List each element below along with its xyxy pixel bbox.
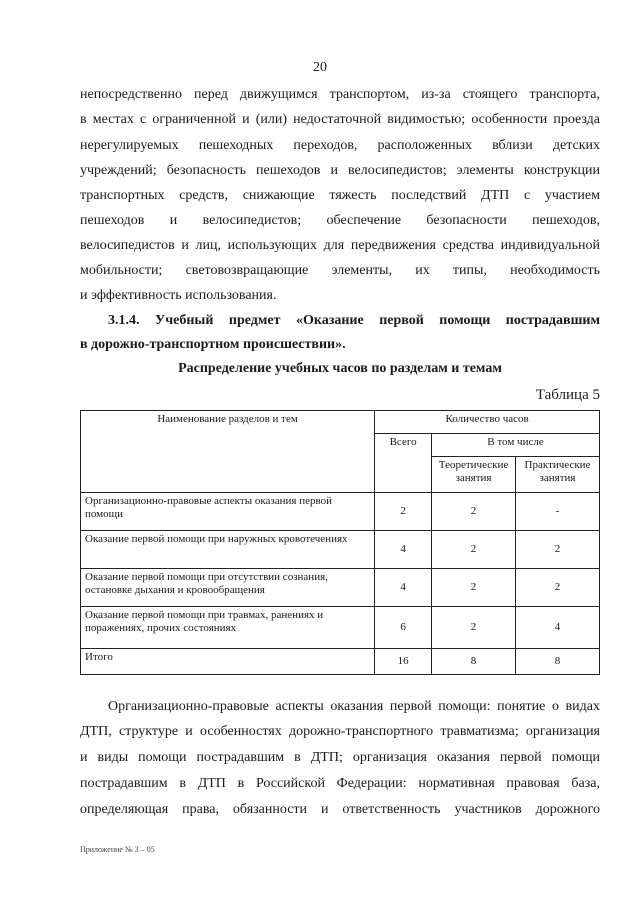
row-practice: 2: [516, 569, 600, 607]
table-row: [81, 569, 600, 607]
text-line: велосипедистов и лиц, использующих для передвижения средства индивидуальной: [80, 238, 600, 253]
text-line: и виды помощи пострадавшим в ДТП; организация оказания первой помощи: [80, 750, 600, 765]
table-row-total: [81, 649, 600, 675]
row-practice: -: [516, 493, 600, 531]
table-label: Таблица 5: [535, 387, 600, 403]
text-line: Организационно-правовые аспекты оказания первой помощи: понятие о видах: [108, 699, 600, 714]
row-theory: 8: [432, 649, 516, 675]
row-total: 6: [375, 607, 432, 649]
row-total: 4: [375, 531, 432, 569]
page-footer: Приложение № 3 – 05: [80, 845, 155, 854]
table-row: [81, 607, 600, 649]
header-theory: Теоретические занятия: [432, 457, 516, 493]
text-line: и эффективность использования.: [80, 288, 277, 303]
row-topic: Оказание первой помощи при отсутствии сознания, остановке дыхания и кровообращения: [81, 569, 375, 607]
text-line: определяющая права, обязанности и ответственность участников дорожного: [80, 802, 600, 817]
text-line: мобильности; световозвращающие элементы, их типы, необходимость: [80, 263, 600, 278]
row-total: 2: [375, 493, 432, 531]
row-total: 16: [375, 649, 432, 675]
row-topic: Организационно-правовые аспекты оказания первой помощи: [81, 493, 375, 531]
header-total: Всего: [375, 434, 432, 493]
row-topic: Итого: [81, 649, 375, 675]
header-including: В том числе: [432, 434, 600, 457]
header-hours: Количество часов: [375, 411, 600, 434]
row-topic: Оказание первой помощи при наружных кровотечениях: [81, 531, 375, 569]
text-line: нерегулируемых пешеходных переходов, расположенных вблизи детских: [80, 138, 600, 153]
row-practice: 4: [516, 607, 600, 649]
table-row: [81, 493, 600, 531]
text-line: в местах с ограниченной и (или) недостаточной видимостью; особенности проезда: [80, 112, 600, 127]
text-line: пострадавшим в ДТП в Российской Федерации: нормативная правовая база,: [80, 776, 600, 791]
row-theory: 2: [432, 569, 516, 607]
text-line: непосредственно перед движущимся транспортом, из-за стоящего транспорта,: [80, 87, 600, 102]
subject-heading: 3.1.4. Учебный предмет «Оказание первой помощи пострадавшим: [108, 313, 600, 328]
row-theory: 2: [432, 493, 516, 531]
row-total: 4: [375, 569, 432, 607]
page-number: 20: [313, 60, 327, 75]
table-row: [81, 531, 600, 569]
row-practice: 2: [516, 531, 600, 569]
text-line: ДТП, структуре и особенностях дорожно-транспортного травматизма; организация: [80, 724, 600, 739]
row-practice: 8: [516, 649, 600, 675]
hours-table: [80, 410, 600, 675]
text-line: транспортных средств, снижающие тяжесть последствий ДТП с участием: [80, 188, 600, 203]
table-heading: Распределение учебных часов по разделам и темам: [178, 361, 502, 376]
row-theory: 2: [432, 607, 516, 649]
text-line: учреждений; безопасность пешеходов и велосипедистов; элементы конструкции: [80, 163, 600, 178]
text-line: пешеходов и велосипедистов; обеспечение безопасности пешеходов,: [80, 213, 600, 228]
header-topics: Наименование разделов и тем: [81, 411, 375, 493]
subject-heading-continued: в дорожно-транспортном происшествии».: [80, 337, 346, 352]
row-topic: Оказание первой помощи при травмах, ранениях и поражениях, прочих состояниях: [81, 607, 375, 649]
row-theory: 2: [432, 531, 516, 569]
header-practice: Практические занятия: [516, 457, 600, 493]
